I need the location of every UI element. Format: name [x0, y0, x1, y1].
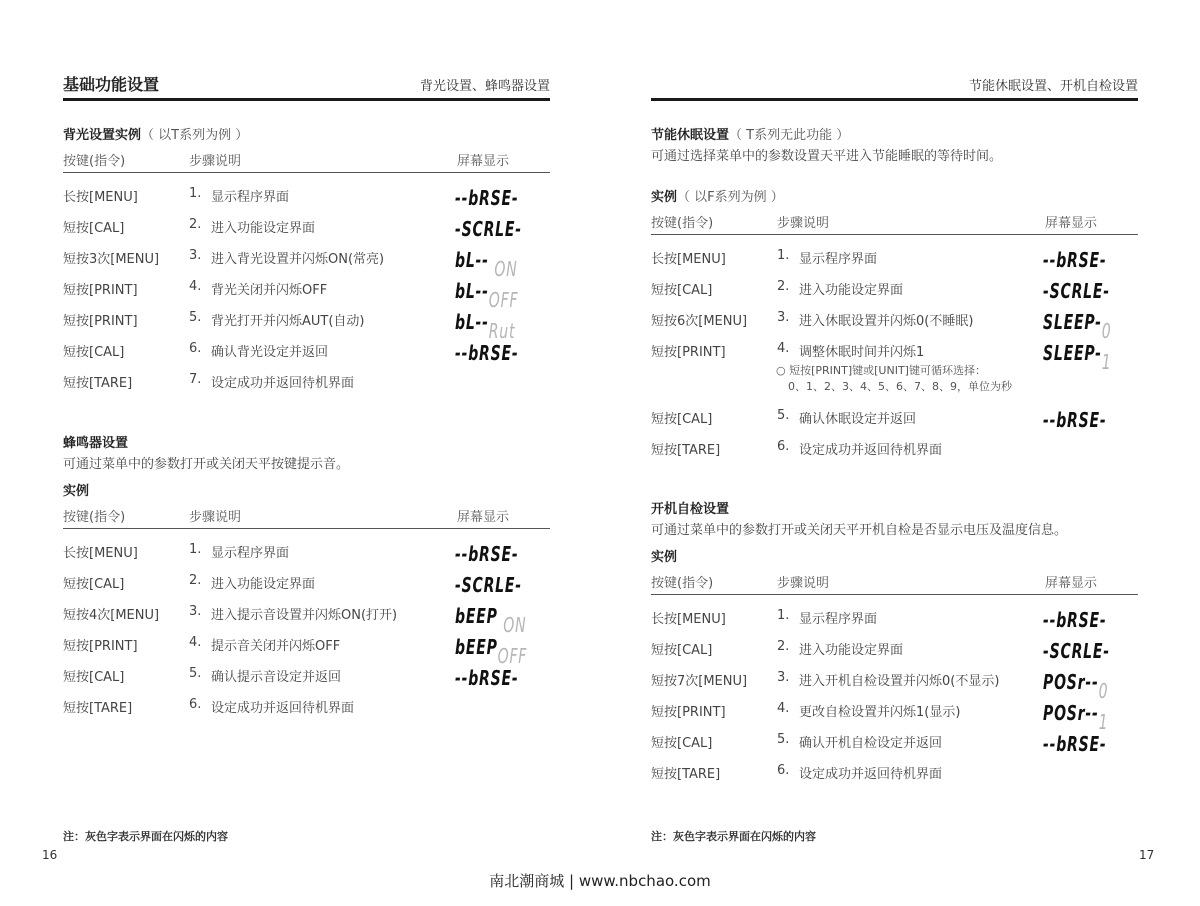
sleep-title-note: （ T系列无此功能 ） [729, 128, 850, 143]
lcd-display: --bRSE- [455, 542, 519, 566]
lcd-display: --bRSE- [455, 666, 519, 690]
col-key: 按键(指令) [63, 154, 126, 169]
step-number: 5. [777, 732, 790, 747]
col-key: 按键(指令) [651, 216, 714, 231]
table-row [63, 595, 550, 637]
key-command: 短按4次[MENU] [63, 608, 160, 623]
table-row [651, 399, 1138, 430]
sub-note-line1: ○ 短按[PRINT]键或[UNIT]键可循环选择： [776, 364, 986, 377]
step-number: 4. [189, 279, 202, 294]
example-label: 实例 [63, 484, 90, 499]
key-command: 短按[CAL] [63, 345, 125, 360]
step-number: 6. [777, 439, 790, 454]
step-number: 5. [777, 408, 790, 423]
col-step: 步骤说明 [189, 154, 242, 169]
table-header [63, 146, 550, 173]
key-command: 短按[CAL] [63, 577, 125, 592]
footnote-left: 注：灰色字表示界面在闪烁的内容 [63, 830, 228, 843]
step-number: 2. [189, 217, 202, 232]
selftest-section [651, 500, 1138, 785]
key-command: 短按[TARE] [63, 701, 133, 716]
step-number: 6. [189, 341, 202, 356]
step-number: 1. [189, 186, 202, 201]
lcd-display: bEEP OFF [455, 635, 528, 668]
table-row [651, 692, 1138, 734]
table-row [651, 630, 1138, 661]
step-number: 5. [189, 666, 202, 681]
example-label: 实例 [651, 550, 678, 565]
key-command: 短按7次[MENU] [651, 674, 748, 689]
lcd-display: POSr-- 0 [1043, 670, 1109, 703]
step-description: 进入功能设定界面 [799, 283, 904, 298]
table-row [63, 626, 550, 668]
lcd-display: bL-- ON [455, 248, 518, 281]
step-description: 提示音关闭并闪烁OFF [211, 639, 341, 654]
table-row [63, 564, 550, 595]
table-row [651, 661, 1138, 703]
backlight-section [63, 126, 550, 394]
lcd-blinking-text: ON [503, 613, 527, 637]
step-number: 3. [189, 604, 202, 619]
step-description: 更改自检设置并闪烁1(显示) [799, 705, 961, 720]
step-description: 进入背光设置并闪烁ON(常亮) [211, 252, 385, 267]
col-display: 屏幕显示 [1045, 576, 1098, 591]
key-command: 短按[PRINT] [651, 345, 726, 360]
sleep-rows-after [651, 399, 1138, 461]
key-command: 短按[CAL] [651, 643, 713, 658]
page-header [651, 72, 1138, 101]
backlight-title: 背光设置实例 [63, 128, 142, 143]
step-number: 2. [777, 639, 790, 654]
lcd-display: -SCRLE- [455, 217, 522, 241]
col-display: 屏幕显示 [457, 154, 510, 169]
step-description: 设定成功并返回待机界面 [211, 701, 355, 716]
page-header [63, 72, 550, 101]
selftest-title: 开机自检设置 [651, 502, 730, 517]
step-description: 设定成功并返回待机界面 [211, 376, 355, 391]
lcd-blinking-text: Rut [488, 319, 516, 343]
table-row [63, 332, 550, 363]
sub-note-line2: 0、1、2、3、4、5、6、7、8、9，单位为秒 [788, 380, 1012, 393]
step-description: 进入功能设定界面 [211, 577, 316, 592]
step-description: 显示程序界面 [799, 252, 878, 267]
key-command: 短按[PRINT] [63, 314, 138, 329]
key-command: 短按[CAL] [651, 412, 713, 427]
lcd-display: -SCRLE- [1043, 639, 1110, 663]
lcd-blinking-text: OFF [497, 644, 528, 668]
table-row [63, 177, 550, 208]
backlight-rows [63, 173, 550, 394]
step-description: 显示程序界面 [211, 190, 290, 205]
lcd-display: bL-- OFF [455, 279, 519, 312]
lcd-display: SLEEP- 1 [1043, 341, 1112, 374]
col-step: 步骤说明 [189, 510, 242, 525]
col-display: 屏幕显示 [1045, 216, 1098, 231]
step-number: 4. [189, 635, 202, 650]
sleep-title: 节能休眠设置 [651, 128, 730, 143]
step-description: 进入功能设定界面 [211, 221, 316, 236]
table-row [651, 239, 1138, 270]
lcd-blinking-text: 1 [1101, 350, 1112, 374]
col-key: 按键(指令) [63, 510, 126, 525]
key-command: 短按[TARE] [63, 376, 133, 391]
sleep-sub-note [651, 363, 1138, 399]
lcd-display: --bRSE- [1043, 248, 1107, 272]
key-command: 长按[MENU] [63, 546, 138, 561]
col-display: 屏幕显示 [457, 510, 510, 525]
lcd-display: bL-- Rut [455, 310, 516, 343]
lcd-display: -SCRLE- [455, 573, 522, 597]
buzzer-description: 可通过菜单中的参数打开或关闭天平按键提示音。 [63, 457, 350, 472]
key-command: 短按[TARE] [651, 443, 721, 458]
step-description: 确认提示音设定并返回 [211, 670, 342, 685]
key-command: 短按6次[MENU] [651, 314, 748, 329]
step-description: 进入开机自检设置并闪烁0(不显示) [799, 674, 1000, 689]
section-title [651, 126, 1138, 146]
step-number: 1. [777, 248, 790, 263]
col-step: 步骤说明 [777, 216, 830, 231]
key-command: 短按[CAL] [651, 283, 713, 298]
key-command: 短按3次[MENU] [63, 252, 160, 267]
step-number: 1. [189, 542, 202, 557]
lcd-display: --bRSE- [1043, 732, 1107, 756]
table-header [651, 208, 1138, 235]
key-command: 短按[CAL] [63, 670, 125, 685]
page-title: 基础功能设置 [63, 75, 160, 94]
step-description: 进入功能设定界面 [799, 643, 904, 658]
table-row [63, 363, 550, 394]
step-description: 确认背光设定并返回 [211, 345, 329, 360]
page-number-left: 16 [42, 848, 58, 862]
page-subtitle: 背光设置、蜂鸣器设置 [419, 79, 550, 94]
table-row [63, 270, 550, 312]
step-number: 6. [189, 697, 202, 712]
sleep-description: 可通过选择菜单中的参数设置天平进入节能睡眠的等待时间。 [651, 149, 1003, 164]
lcd-display: POSr-- 1 [1043, 701, 1109, 734]
page-number-right: 17 [1139, 848, 1155, 862]
table-row [651, 599, 1138, 630]
table-row [63, 239, 550, 281]
key-command: 长按[MENU] [651, 612, 726, 627]
key-command: 短按[CAL] [63, 221, 125, 236]
key-command: 长按[MENU] [651, 252, 726, 267]
lcd-display: --bRSE- [1043, 608, 1107, 632]
key-command: 短按[PRINT] [651, 705, 726, 720]
lcd-display: --bRSE- [455, 341, 519, 365]
step-description: 确认休眠设定并返回 [799, 412, 917, 427]
lcd-blinking-text: 0 [1101, 319, 1112, 343]
step-description: 设定成功并返回待机界面 [799, 443, 943, 458]
sleep-section [651, 126, 1138, 461]
step-number: 2. [777, 279, 790, 294]
table-row [63, 688, 550, 719]
table-row [63, 533, 550, 564]
table-row [651, 301, 1138, 343]
key-command: 短按[PRINT] [63, 283, 138, 298]
step-description: 设定成功并返回待机界面 [799, 767, 943, 782]
col-key: 按键(指令) [651, 576, 714, 591]
step-number: 2. [189, 573, 202, 588]
step-number: 3. [189, 248, 202, 263]
lcd-blinking-text: ON [494, 257, 518, 281]
step-description: 背光打开并闪烁AUT(自动) [211, 314, 365, 329]
step-number: 3. [777, 670, 790, 685]
buzzer-section [63, 434, 550, 719]
key-command: 长按[MENU] [63, 190, 138, 205]
table-row [63, 301, 550, 343]
table-header [651, 568, 1138, 595]
lcd-display: --bRSE- [455, 186, 519, 210]
lcd-display: --bRSE- [1043, 408, 1107, 432]
step-description: 进入休眠设置并闪烁0(不睡眠) [799, 314, 974, 329]
lcd-display: SLEEP- 0 [1043, 310, 1112, 343]
table-row [63, 657, 550, 688]
backlight-title-note: （ 以T系列为例 ） [141, 128, 249, 143]
step-description: 背光关闭并闪烁OFF [211, 283, 328, 298]
step-description: 调整休眠时间并闪烁1 [799, 345, 925, 360]
table-header [63, 502, 550, 529]
table-row [651, 723, 1138, 754]
step-description: 进入提示音设置并闪烁ON(打开) [211, 608, 398, 623]
example-label-text: 实例 [651, 190, 678, 205]
step-number: 4. [777, 341, 790, 356]
brand-footer: 南北潮商城 | www.nbchao.com [489, 872, 711, 890]
example-note: （ 以F系列为例 ） [677, 190, 784, 205]
col-step: 步骤说明 [777, 576, 830, 591]
step-description: 显示程序界面 [799, 612, 878, 627]
lcd-display: bEEP ON [455, 604, 527, 637]
selftest-rows [651, 595, 1138, 785]
step-description: 确认开机自检设定并返回 [799, 736, 943, 751]
step-number: 4. [777, 701, 790, 716]
key-command: 短按[TARE] [651, 767, 721, 782]
table-row [63, 208, 550, 239]
selftest-description: 可通过菜单中的参数打开或关闭天平开机自检是否显示电压及温度信息。 [651, 523, 1068, 538]
example-label [651, 188, 1138, 208]
lcd-blinking-text: OFF [488, 288, 519, 312]
key-command: 短按[CAL] [651, 736, 713, 751]
table-row [651, 754, 1138, 785]
page-subtitle: 节能休眠设置、开机自检设置 [968, 79, 1138, 94]
key-command: 短按[PRINT] [63, 639, 138, 654]
section-title [63, 126, 550, 146]
table-row [651, 430, 1138, 461]
step-description: 显示程序界面 [211, 546, 290, 561]
lcd-blinking-text: 1 [1098, 710, 1109, 734]
step-number: 5. [189, 310, 202, 325]
footnote-right: 注：灰色字表示界面在闪烁的内容 [651, 830, 816, 843]
buzzer-title: 蜂鸣器设置 [63, 436, 129, 451]
table-row [651, 270, 1138, 301]
lcd-blinking-text: 0 [1098, 679, 1109, 703]
step-number: 3. [777, 310, 790, 325]
step-number: 7. [189, 372, 202, 387]
lcd-display: -SCRLE- [1043, 279, 1110, 303]
step-number: 6. [777, 763, 790, 778]
step-number: 1. [777, 608, 790, 623]
buzzer-rows [63, 529, 550, 719]
